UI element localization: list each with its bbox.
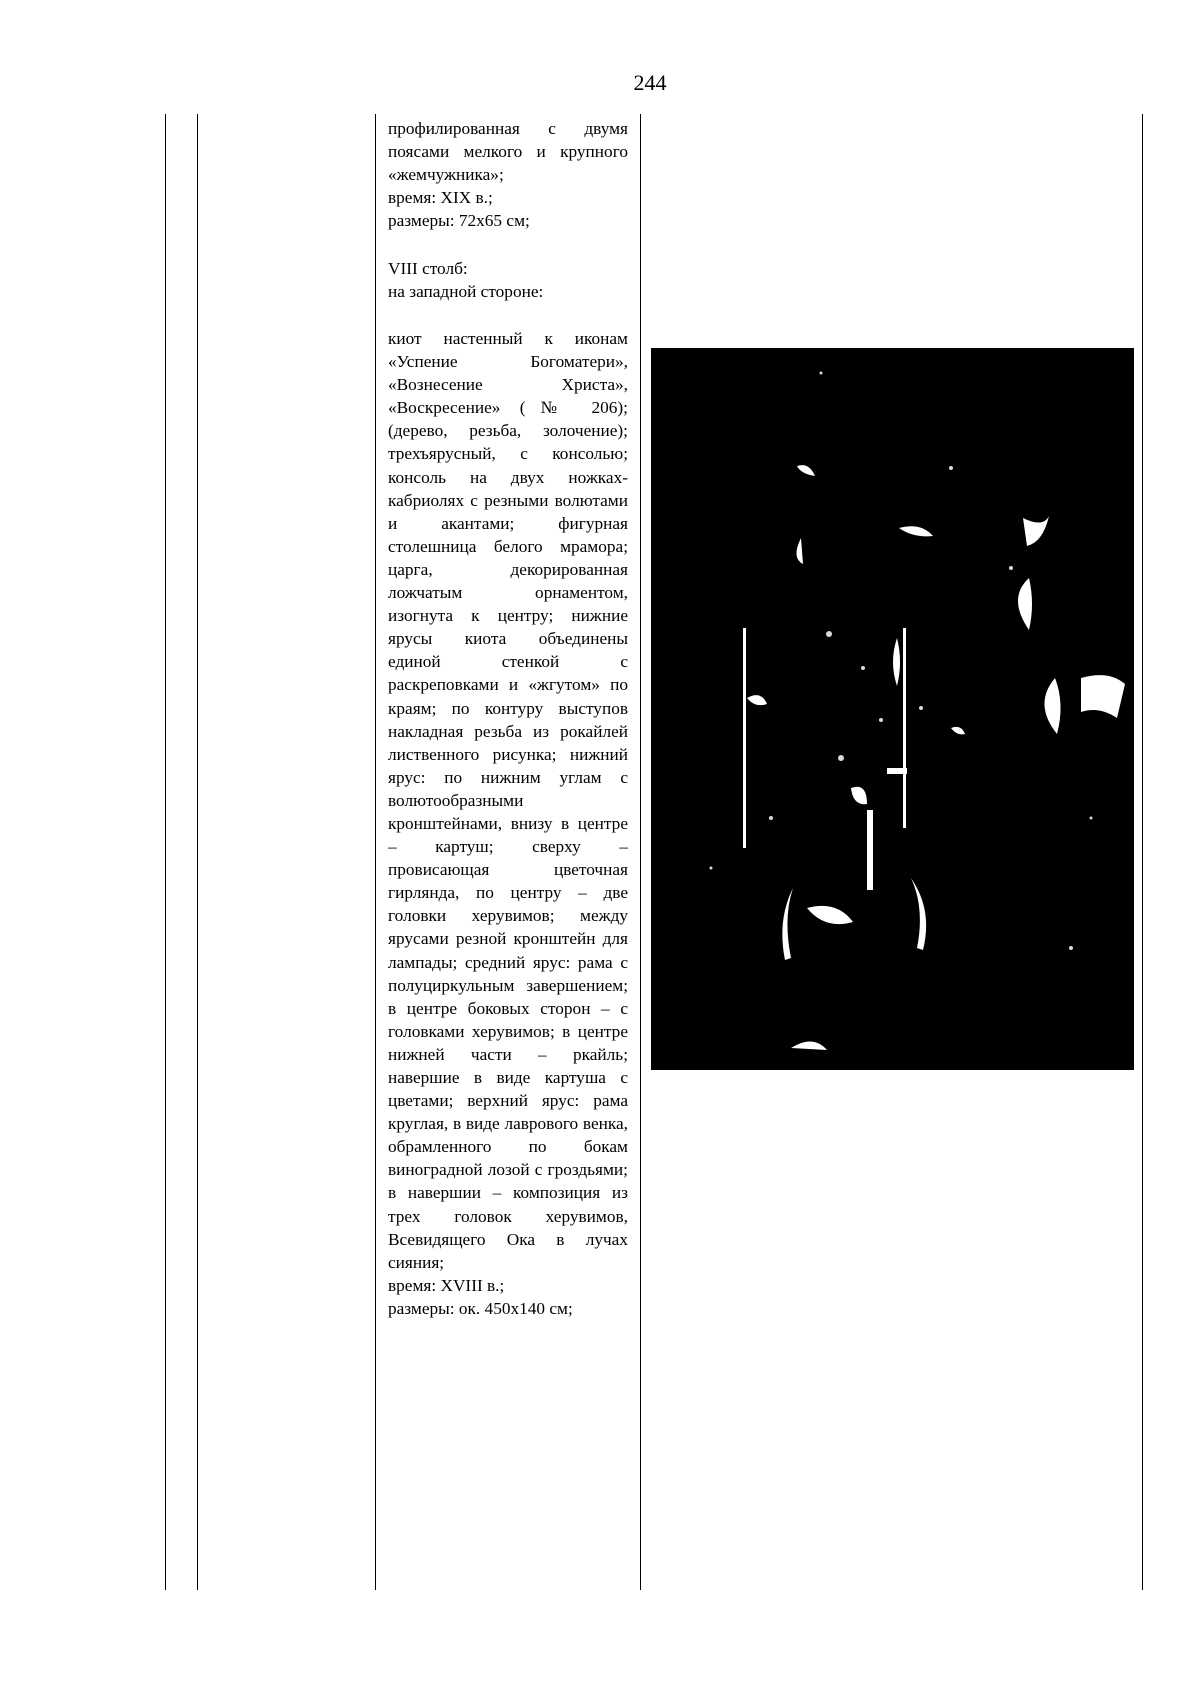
kiot-description: киот настенный к иконам «Успение Богоматери», «Вознесение Христа», «Воскресение» (№ 206); (дерево, резьба, золочение); трехъярусный, с консолью; консоль на двух ножках-кабриолях с резными волютами и акантами; фигурная столешница белого мрамора; царга, декорированная ложчатым орнаментом, изогнута к центру; нижние ярусы киота объединены единой стенкой с раскреповками и «жгутом» по краям; по контуру выступов накладная резьба из рокайлей лиственного рисунка; нижний ярус: по нижним углам с волютообразными кронштейнами, внизу в центре – картуш; сверху – провисающая цветочная гирлянда, по центру – две головки херувимов; между ярусами резной кронштейн для лампады; средний ярус: рама с полуциркульным завершением; в центре боковых сторон – с головками херувимов; в центре нижней части – ркайль; навершие в виде картуша с цветами; верхний ярус: рама круглая, в виде лаврового венка, обрамленного по бокам виноградной лозой с гроздьями; в навершии – композиция из трех головок херувимов, Всевидящего Ока в лучах сияния;	[388, 329, 628, 1272]
table-border-right	[1142, 114, 1143, 1590]
previous-entry-description: профилированная с двумя поясами мелкого и крупного «жемчужника»;	[388, 119, 628, 185]
section-heading-block	[388, 257, 628, 303]
previous-entry-continuation	[388, 117, 628, 232]
kiot-period: время: XVIII в.;	[388, 1275, 505, 1295]
page-number: 244	[633, 70, 667, 95]
section-heading: VIII столб:	[388, 259, 468, 278]
table-border-left-outer	[165, 114, 166, 1590]
section-subheading: на западной стороне:	[388, 282, 544, 302]
kiot-photo-image	[651, 348, 1134, 1070]
table-border-column-photo	[640, 114, 641, 1590]
table-border-left-inner	[197, 114, 198, 1590]
kiot-entry	[388, 327, 628, 1320]
previous-entry-period: время: XIX в.;	[388, 188, 493, 208]
table-border-column-description	[375, 114, 376, 1590]
kiot-photo	[651, 348, 1134, 1070]
kiot-dimensions: размеры: ок. 450х140 см;	[388, 1298, 573, 1318]
previous-entry-dimensions: размеры: 72х65 см;	[388, 211, 530, 231]
